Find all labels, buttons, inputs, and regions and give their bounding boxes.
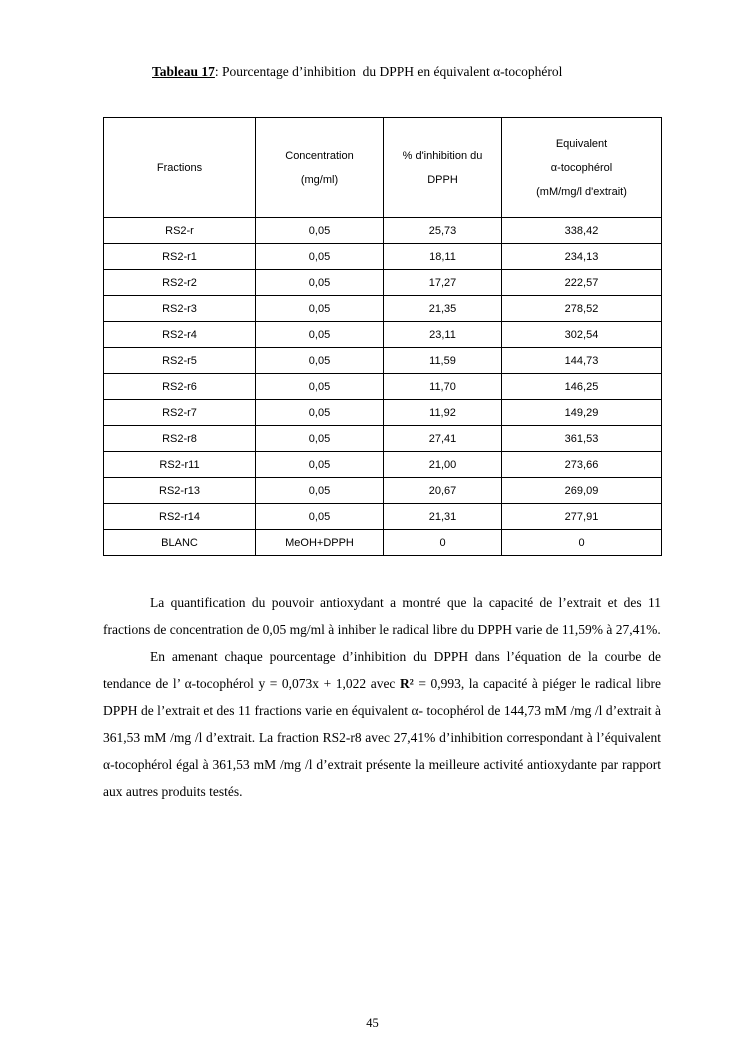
table-cell: RS2-r13 bbox=[104, 478, 256, 504]
results-table bbox=[103, 117, 662, 556]
table-row bbox=[104, 244, 662, 270]
table-header-cell bbox=[502, 118, 662, 218]
table-cell: 302,54 bbox=[502, 322, 662, 348]
table-header-line: Fractions bbox=[156, 161, 203, 174]
table-cell: 11,92 bbox=[384, 400, 502, 426]
table-cell: 0,05 bbox=[256, 426, 384, 452]
table-caption-text: : Pourcentage d’inhibition du DPPH en équivalent α-tocophérol bbox=[214, 64, 563, 79]
table-cell: 23,11 bbox=[384, 322, 502, 348]
page-number: 45 bbox=[366, 1016, 379, 1030]
table-header-cell bbox=[384, 118, 502, 218]
table-cell: 21,31 bbox=[384, 504, 502, 530]
table-cell: RS2-r8 bbox=[104, 426, 256, 452]
table-cell: 20,67 bbox=[384, 478, 502, 504]
table-cell: 222,57 bbox=[502, 270, 662, 296]
table-body bbox=[104, 218, 662, 556]
table-row bbox=[104, 426, 662, 452]
table-caption bbox=[152, 64, 661, 80]
table-cell: 277,91 bbox=[502, 504, 662, 530]
paragraph-1: La quantification du pouvoir antioxydant a montré que la capacité de l’extrait et des 11 fractions de concentration de 0,05 mg/ml à inhiber le radical libre du DPPH varie de 11,59% à 27,41%. bbox=[103, 595, 661, 637]
table-cell: 0,05 bbox=[256, 296, 384, 322]
table-cell: 0,05 bbox=[256, 374, 384, 400]
table-header-line: Concentration bbox=[285, 149, 354, 162]
table-cell: 234,13 bbox=[502, 244, 662, 270]
table-header-line: (mg/ml) bbox=[300, 173, 339, 186]
table-cell: RS2-r7 bbox=[104, 400, 256, 426]
table-cell: RS2-r11 bbox=[104, 452, 256, 478]
table-row bbox=[104, 296, 662, 322]
table-cell: 361,53 bbox=[502, 426, 662, 452]
table-header-line: Equivalent bbox=[555, 137, 608, 150]
table-cell: 0,05 bbox=[256, 218, 384, 244]
table-row bbox=[104, 270, 662, 296]
table-cell: RS2-r14 bbox=[104, 504, 256, 530]
table-cell: 149,29 bbox=[502, 400, 662, 426]
table-caption-label: Tableau 17 bbox=[152, 64, 215, 79]
table-row bbox=[104, 348, 662, 374]
table-cell: 0,05 bbox=[256, 400, 384, 426]
table-cell: 17,27 bbox=[384, 270, 502, 296]
table-cell: RS2-r5 bbox=[104, 348, 256, 374]
table-header-row bbox=[104, 118, 662, 218]
table-header-line: α-tocophérol bbox=[550, 161, 613, 174]
table-cell: 11,59 bbox=[384, 348, 502, 374]
table-cell: RS2-r bbox=[104, 218, 256, 244]
table-row bbox=[104, 504, 662, 530]
table-cell: RS2-r4 bbox=[104, 322, 256, 348]
table-header-cell bbox=[104, 118, 256, 218]
table-cell: MeOH+DPPH bbox=[256, 530, 384, 556]
paragraph-2-text-cont: = 0,993, la capacité à piéger le radical libre DPPH de l’extrait et des 11 fractions varie en équivalent α- tocophérol de 144,73 mM /mg /l d’extrait à 361,53 mM /mg /l d’extrait. La fraction RS2-r8 avec 27,41% d’inhibition correspondant à l’équivalent α-tocophérol égal à 361,53 mM /mg /l d’extrait présente la meilleure activité antioxydante par rapport aux autres produits testés. bbox=[103, 676, 661, 799]
table-cell: 0,05 bbox=[256, 270, 384, 296]
table-cell: 0,05 bbox=[256, 478, 384, 504]
table-cell: RS2-r6 bbox=[104, 374, 256, 400]
table-row bbox=[104, 530, 662, 556]
paragraph-2 bbox=[103, 643, 661, 805]
table-cell: 0 bbox=[502, 530, 662, 556]
table-cell: 273,66 bbox=[502, 452, 662, 478]
table-cell: BLANC bbox=[104, 530, 256, 556]
table-cell: RS2-r3 bbox=[104, 296, 256, 322]
table-row bbox=[104, 452, 662, 478]
table-cell: RS2-r1 bbox=[104, 244, 256, 270]
table-cell: 0,05 bbox=[256, 322, 384, 348]
table-cell: 0,05 bbox=[256, 504, 384, 530]
table-row bbox=[104, 322, 662, 348]
table-cell: 144,73 bbox=[502, 348, 662, 374]
table-cell: 11,70 bbox=[384, 374, 502, 400]
r-squared-term: R² bbox=[399, 676, 414, 691]
table-row bbox=[104, 374, 662, 400]
table-header-line: DPPH bbox=[427, 173, 458, 186]
table-header-line: % d'inhibition du bbox=[402, 149, 483, 162]
table-header-cell bbox=[256, 118, 384, 218]
table-cell: RS2-r2 bbox=[104, 270, 256, 296]
table-cell: 278,52 bbox=[502, 296, 662, 322]
table-cell: 146,25 bbox=[502, 374, 662, 400]
table-cell: 0,05 bbox=[256, 348, 384, 374]
table-cell: 27,41 bbox=[384, 426, 502, 452]
table-cell: 0,05 bbox=[256, 452, 384, 478]
table-row bbox=[104, 400, 662, 426]
body-text bbox=[103, 589, 661, 805]
table-cell: 338,42 bbox=[502, 218, 662, 244]
table-cell: 0 bbox=[384, 530, 502, 556]
table-cell: 269,09 bbox=[502, 478, 662, 504]
table-cell: 21,00 bbox=[384, 452, 502, 478]
paragraph-2-text: En amenant chaque pourcentage d’inhibition du DPPH dans l’équation de la courbe de tendance de l’ α-tocophérol y = 0,073x + 1,022 avec bbox=[103, 649, 661, 691]
table-cell: 25,73 bbox=[384, 218, 502, 244]
table-cell: 21,35 bbox=[384, 296, 502, 322]
table-row bbox=[104, 478, 662, 504]
table-cell: 18,11 bbox=[384, 244, 502, 270]
table-row bbox=[104, 218, 662, 244]
table-header-line: (mM/mg/l d'extrait) bbox=[536, 185, 627, 198]
table-cell: 0,05 bbox=[256, 244, 384, 270]
